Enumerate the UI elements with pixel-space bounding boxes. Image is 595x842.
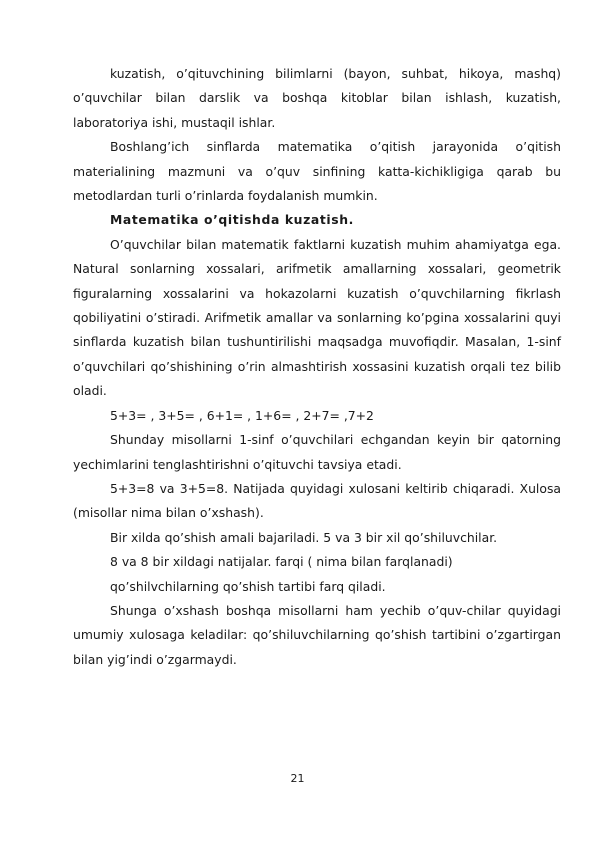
paragraph-same-operation: Bir xilda qo’shish amali bajariladi. 5 va 3 bir xil qo’shiluvchilar. bbox=[110, 529, 498, 545]
section-heading: Matematika o’qitishda kuzatish. bbox=[110, 212, 354, 228]
paragraph-same-result: 8 va 8 bir xildagi natijalar. farqi ( nima bilan farqlanadi) bbox=[110, 554, 453, 570]
paragraph-intro: kuzatish, o’qituvchining bilimlarni (bayon, suhbat, hikoya, mashq) o’quvchilar bilan darslik va boshqa kitoblar bilan ishlash, kuzatish, laboratoriya ishi, mustaqil ishlar. bbox=[73, 66, 561, 130]
paragraph-order-differs: qo’shilvchilarning qo’shish tartibi farq qiladi. bbox=[110, 578, 386, 594]
paragraph-result: 5+3=8 va 3+5=8. Natijada quyidagi xulosani keltirib chiqaradi. Xulosa (misollar nima bilan o’xshash). bbox=[73, 480, 561, 521]
paragraph-conclusion: Shunga o’xshash boshqa misollarni ham yechib o’quv-chilar quyidagi umumiy xulosaga keladilar: qo’shiluvchilarning qo’shish tartibini o’zgartirgan bilan yig’indi o’zgarmaydi. bbox=[73, 602, 561, 667]
paragraph-observation: O’quvchilar bilan matematik faktlarni kuzatish muhim ahamiyatga ega. Natural sonlarning xossalari, arifmetik amallarning xossalari, geometrik figuralarning xossalarini va hokazolarni kuzatish o’quvchilarning fikrlash qobiliyatini o’stiradi. Arifmetik amallar va sonlarning ko’pgina xossalarini quyi sinflarda kuzatish bilan tushuntirilishi maqsadga muvofiqdir. Masalan, 1-sinf o’quvchilari qo’shishining o’rin almashtirish xossasini kuzatish orqali tez bilib oladi. bbox=[73, 236, 561, 399]
paragraph-examples: 5+3= , 3+5= , 6+1= , 1+6= , 2+7= ,7+2 bbox=[110, 407, 374, 423]
paragraph-methods: Boshlang’ich sinflarda matematika o’qitish jarayonida o’qitish materialining mazmuni va o’quv sinfining katta-kichikligiga qarab bu metodlardan turli o’rinlarda foydalanish mumkin. bbox=[73, 139, 561, 204]
document-page bbox=[73, 62, 561, 672]
page-number: 21 bbox=[290, 772, 305, 785]
paragraph-solutions: Shunday misollarni 1-sinf o’quvchilari echgandan keyin bir qatorning yechimlarini tenglashtirishni o’qituvchi tavsiya etadi. bbox=[73, 432, 561, 472]
